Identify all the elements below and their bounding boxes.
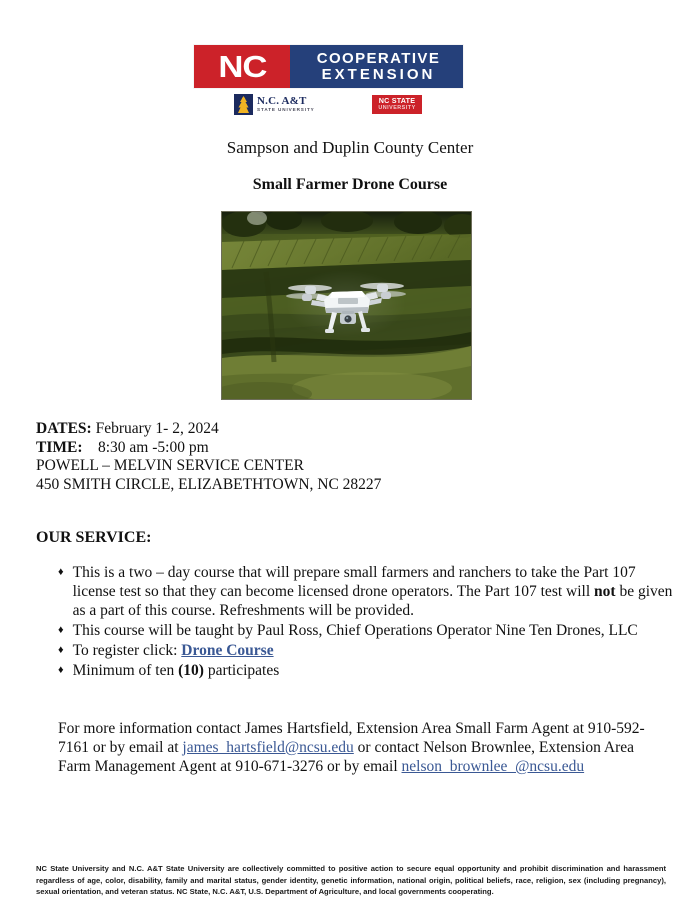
nc-at-university-logo (234, 94, 315, 115)
dates-value: February 1- 2, 2024 (91, 420, 219, 437)
event-time-row (36, 439, 381, 458)
contact-text-1: For more information contact James Hartsfield, Extension Area Small Farm Agent at 910-592-7161 or by email at (58, 720, 645, 756)
time-value: 8:30 am -5:00 pm (82, 438, 209, 456)
nc-logo-mark: NC (218, 49, 266, 84)
event-address: 450 SMITH CIRCLE, ELIZABETHTOWN, NC 28227 (36, 475, 382, 493)
bullet-4-part1: Minimum of ten (72, 662, 179, 679)
list-item (58, 563, 673, 620)
bullet-1-part1: This is a two – day course that will prepare small farmers and ranchers to take the Part 107 license test so that they can become licensed drone operators. The Part 107 test will (72, 564, 636, 600)
nc-at-logo-subtitle: STATE UNIVERSITY (257, 107, 315, 113)
drone-course-registration-link[interactable]: Drone Course (181, 642, 274, 659)
diamond-bullet-icon: ♦ (58, 644, 64, 656)
drone-photo-illustration (222, 212, 471, 399)
list-item-text: This course will be taught by Paul Ross, Chief Operations Operator Nine Ten Drones, LLC (72, 622, 638, 639)
list-item-text (73, 563, 673, 620)
service-bullet-list (58, 563, 673, 681)
event-details (36, 420, 381, 494)
partner-logos (0, 94, 700, 118)
email-link-nelson-brownlee[interactable]: nelson_brownlee_@ncsu.edu (401, 758, 585, 775)
bullet-1-bold: not (594, 583, 616, 600)
list-item (58, 621, 673, 640)
email-link-james-hartsfield[interactable]: james_hartsfield@ncsu.edu (182, 739, 354, 756)
list-item-text (73, 641, 673, 660)
aggie-emblem-icon (234, 94, 253, 115)
bullet-3-prefix: To register click: (72, 642, 182, 659)
our-service-heading: OUR SERVICE: (36, 529, 152, 546)
bullet-4-part2: participates (203, 662, 280, 679)
list-item (58, 661, 673, 680)
nc-cooperative-extension-logo (194, 45, 463, 88)
bullet-1-part2: be given as a part of this course. Refreshments will be provided. (72, 583, 673, 619)
bullet-4-bold: (10) (178, 662, 204, 679)
footer-disclaimer: NC State University and N.C. A&T State University are collectively committed to positive action to secure equal opportunity and prohibit discrimination and harassment regardless of age, color, disability, family and marital status, gender identity, genetic information, national origin, political beliefs, race, religion, sex (including pregnancy), sexual orientation, and veteran status. NC State, N.C. A&T, U.S. Department of Agriculture, and local governments cooperating. (36, 864, 666, 897)
dates-label: DATES: (36, 420, 92, 437)
nc-logo-line-cooperative: COOPERATIVE (316, 49, 441, 67)
nc-at-logo-text (257, 96, 315, 113)
nc-logo-red-block (194, 45, 290, 88)
diamond-bullet-icon: ♦ (58, 566, 64, 578)
list-item (58, 641, 673, 660)
nc-state-logo-name: NC STATE (378, 96, 416, 106)
nc-state-university-logo (372, 95, 422, 114)
event-dates-row (36, 420, 381, 439)
contact-text-2: or contact Nelson Brownlee, Extension Area Farm Management Agent at 910-671-3276 or by email (58, 739, 635, 775)
nc-state-logo-subtitle: UNIVERSITY (378, 104, 416, 111)
nc-at-logo-name: N.C. A&T (257, 95, 307, 108)
contact-paragraph (58, 719, 658, 776)
diamond-bullet-icon: ♦ (58, 664, 64, 676)
event-venue: POWELL – MELVIN SERVICE CENTER (36, 457, 304, 474)
county-center-name: Sampson and Duplin County Center (226, 138, 474, 157)
list-item-text (73, 661, 673, 680)
time-label: TIME: (36, 438, 83, 456)
page-title: Small Farmer Drone Course (252, 176, 448, 193)
drone-photo (221, 211, 472, 400)
nc-logo-blue-block (290, 45, 463, 88)
nc-logo-line-extension: EXTENSION (321, 65, 436, 83)
diamond-bullet-icon: ♦ (58, 624, 64, 636)
